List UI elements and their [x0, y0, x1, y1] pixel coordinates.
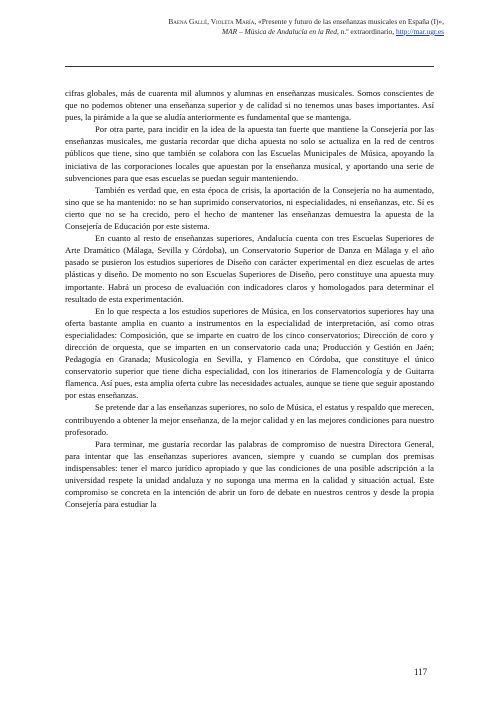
header-url-link[interactable]: http://mar.ugr.es: [395, 26, 444, 36]
body-paragraph: En cuanto al resto de enseñanzas superiores, Andalucía cuenta con tres Escuelas Superiores de Arte Dramático (Málaga, Sevilla y Córdoba), un Conservatorio Superior de Danza en Málaga y el año pasado se pusieron los estudios superiores de Diseño con carácter experimental en diez escuelas de artes plásticas y diseño. De momento no son Escuelas Superiores de Diseño, pero constituye una apuesta muy importante. Habrá un proceso de evaluación con indicadores claros y homologados para determinar el resultado de esta experimentación.: [65, 233, 434, 304]
body-paragraph: También es verdad que, en esta época de crisis, la aportación de la Consejería no ha aumentado, sino que se ha mantenido: no se han suprimido conservatorios, ni especialidades, ni enseñanzas, etc. Sí es cierto que no se ha crecido, pero el hecho de mantener las enseñanzas demuestra la apuesta de la Consejería de Educación por este sistema.: [65, 184, 434, 232]
body-paragraph: cifras globales, más de cuarenta mil alumnos y alumnas en enseñanzas musicales. Somos conscientes de que no podemos obtener una enseñanza superior y de calidad si no tenemos unas bases importantes. Así pues, la pirámide a la que se aludía anteriormente es fundamental que se mantenga.: [65, 88, 434, 123]
header-author: Baena Gallé, Violeta María: [168, 17, 255, 26]
body-text: [65, 87, 434, 510]
header-divider: [65, 66, 434, 67]
body-paragraph: Para terminar, me gustaría recordar las palabras de compromiso de nuestra Directora General, para intentar que las enseñanzas superiores avancen, siempre y cuando se cumplan dos premisas indispensables: tener el marco jurídico apropiado y que las condiciones de una posible adscripción a la universidad respete la unidad andaluza y no suponga una merma en la calidad y situación actual. Este compromiso se concreta en la intención de abrir un foro de debate en nuestros centros y desde la propia Consejería para estudiar la: [65, 438, 434, 510]
header-title: «Presente y futuro de las enseñanzas musicales en España (I)»: [258, 17, 443, 26]
page-number: 117: [414, 667, 428, 677]
header-line-2: MAR – Música de Andalucía en la Red, n.º extraordinario, http://mar.ugr.es: [221, 26, 444, 36]
header-journal: MAR – Música de Andalucía en la Red: [221, 26, 337, 36]
header-issue: n.º extraordinario: [340, 26, 393, 36]
body-paragraph: Por otra parte, para incidir en la idea de la apuesta tan fuerte que mantiene la Consejería por las enseñanzas musicales, me gustaría recordar que dicha apuesta no solo se actualiza en la red de centros públicos que tiene, sino que también se colabora con las Escuelas Municipales de Música, apoyando la iniciativa de las corporaciones locales que apuestan por la enseñanza musical, y aportando una serie de subvenciones para que esas escuelas se puedan seguir manteniendo.: [65, 124, 434, 183]
body-paragraph: En lo que respecta a los estudios superiores de Música, en los conservatorios superiores hay una oferta bastante amplia en cuanto a instrumentos en la especialidad de interpretación, así como otras especialidades: Composición, que se imparte en cuatro de los cinco conservatorios; Dirección de coro y dirección de orquesta, que se imparten en un conservatorio cada una; Producción y Gestión en Jaén; Pedagogía en Granada; Musicología en Sevilla, y Flamenco en Córdoba, que constituye el único conservatorio superior que tiene dicha especialidad, con los itinerarios de Flamencología y de Guitarra flamenca. Así pues, esta amplia oferta cubre las necesidades actuales, aunque se tiene que seguir apostando por estas enseñanzas.: [65, 305, 434, 401]
header-line-1: Baena Gallé, Violeta María, «Presente y futuro de las enseñanzas musicales en España (I)»,: [168, 17, 444, 26]
body-paragraph: Se pretende dar a las enseñanzas superiores, no solo de Música, el estatus y respaldo que merecen, contribuyendo a obtener la mejor enseñanza, de la mejor calidad y en las mejores condiciones para nuestro profesorado.: [65, 402, 434, 437]
running-header: [168, 17, 444, 36]
